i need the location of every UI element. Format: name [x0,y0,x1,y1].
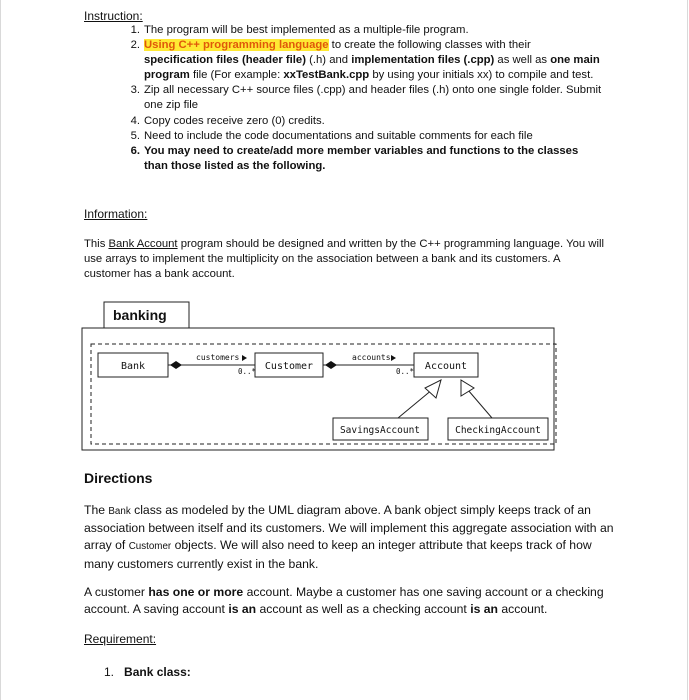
assoc-direction-arrow-2 [391,355,396,361]
instruction-item-3: 3. Zip all necessary C++ source files (.cpp) and header files (.h) onto one single folder. Submit one zip file [130,84,602,112]
mult-accounts: 0..* [396,367,415,376]
assoc-direction-arrow-1 [242,355,247,361]
savings-inheritance-line [398,389,433,418]
instruction-item-2: 2. Using C++ programming language to create the following classes with their specification files (header file) (.h) and implementation files (.cpp) as well as one main program file (For example: xxTestBank.cpp by using your initials xx) to compile and test. [130,39,600,82]
customer-class-label: Customer [264,361,314,372]
instruction-item-6: 6. You may need to create/add more member variables and functions to the classes than those listed as the following. [130,144,579,172]
instruction-item-4: 4. Copy codes receive zero (0) credits. [130,114,325,127]
information-paragraph: This Bank Account program should be designed and written by the C++ programming language. You will use arrays to implement the multiplicity on the association between a bank and its customers. A customer has a bank account. [84,238,604,281]
checking-inheritance-line [468,390,492,418]
mult-customers: 0..* [238,367,257,376]
savings-inheritance-arrowhead [425,380,441,398]
assoc-accounts-label: accounts [352,353,391,362]
highlighted-text: Using C++ programming language [144,39,329,52]
instruction-item-5: 5. Need to include the code documentations and suitable comments for each file [130,129,533,142]
assoc-customers-label: customers [196,353,240,362]
bank-account-link: Bank Account [108,238,178,250]
bank-class-label: Bank [120,361,146,372]
directions-paragraph-2: A customer has one or more account. Maybe a customer has one saving account or a checking account. A saving account is an account as well as a checking account is an account. [84,585,604,617]
account-class-label: Account [424,361,468,372]
package-name: banking [113,307,167,323]
aggregation-diamond-1 [170,361,182,369]
requirement-heading: Requirement: [84,632,157,646]
information-heading: Information: [84,207,148,221]
checking-inheritance-arrowhead [461,380,474,396]
inline-code-customer: Customer [128,541,172,553]
instruction-heading: Instruction: [84,9,143,23]
savings-class-label: SavingsAccount [339,425,421,436]
directions-paragraph-1: The Bank class as modeled by the UML diagram above. A bank object simply keeps track of an association between itself and its customers. We will implement this aggregate association with an array of Customer objects. We will also need to keep an integer attribute that keeps track of how many customers currently exist in the bank. [84,503,614,571]
instruction-item-1: 1. The program will be best implemented as a multiple-file program. [130,24,469,36]
aggregation-diamond-2 [325,361,337,369]
directions-heading: Directions [84,470,153,486]
checking-class-label: CheckingAccount [455,425,541,436]
inline-code-bank: Bank [108,506,131,517]
requirement-item-1: 1. Bank class: [104,665,191,679]
